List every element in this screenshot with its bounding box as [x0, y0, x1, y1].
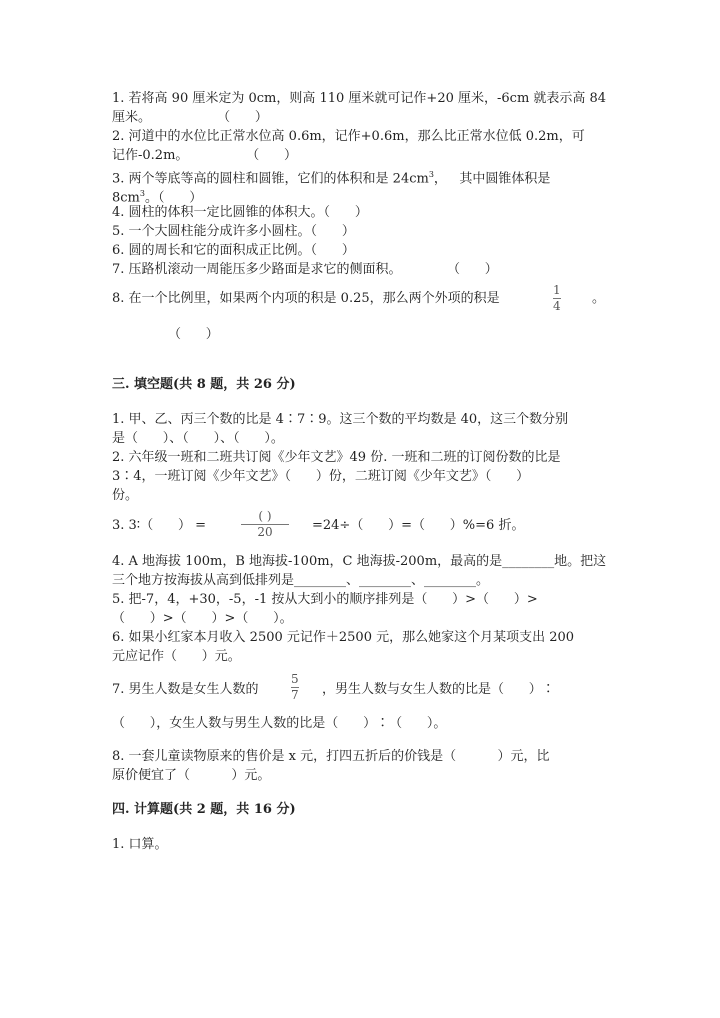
judge-q8-fraction: [553, 284, 561, 313]
fill-q7-line2: （ ），女生人数与男生人数的比是（ ）∶（ ）。: [112, 716, 447, 731]
fill-q6-line1: 6. 如果小红家本月收入 2500 元记作＋2500 元，那么她家这个月某项支出 200: [112, 630, 575, 645]
calc-q1: 1. 口算。: [112, 837, 168, 852]
section3-title: 三. 填空题(共 8 题，共 26 分): [112, 377, 296, 392]
judge-q6: 6. 圆的周长和它的面积成正比例。（ ）: [112, 243, 355, 258]
fraction-denominator: 20: [257, 525, 273, 539]
fill-q5-line1: 5. 把-7，4，+30，-5，-1 按从大到小的顺序排列是（ ）>（ ）>: [112, 592, 538, 607]
fraction-numerator: 5: [291, 672, 299, 686]
judge-q1-line1: 1. 若将高 90 厘米定为 0cm，则高 110 厘米就可记作+20 厘米，-6cm 就表示高 84: [112, 91, 607, 106]
fill-q3-fraction: [241, 510, 289, 539]
judge-q5: 5. 一个大圆柱能分成许多小圆柱。（ ）: [112, 224, 355, 239]
fraction-numerator: ( ): [258, 509, 272, 523]
judge-q8-line1: 8. 在一个比例里，如果两个内项的积是 0.25，那么两个外项的积是: [112, 291, 500, 306]
fill-q2-line2: 3∶4，一班订阅《少年文艺》（ ）份，二班订阅《少年文艺》（ ）: [112, 469, 530, 484]
fill-q3-text-b: =24÷（ ）=（ ）%=6 折。: [312, 518, 525, 533]
judge-q8-line2: （ ）: [168, 327, 219, 342]
judge-q4: 4. 圆柱的体积一定比圆锥的体积大。（ ）: [112, 205, 368, 220]
judge-q3-text-d: 。（ ）: [144, 190, 203, 206]
judge-q3-text-a: 3. 两个等底等高的圆柱和圆锥，它们的体积和是 24cm: [112, 171, 429, 187]
fill-q4-line1: 4. A 地海拔 100m，B 地海拔-100m，C 地海拔-200m，最高的是________地。把这: [112, 554, 607, 569]
fill-q2-line1: 2. 六年级一班和二班共订阅《少年文艺》49 份. 一班和二班的订阅份数的比是: [112, 450, 561, 465]
fill-q6-line2: 元应记作（ ）元。: [112, 649, 241, 664]
fill-q5-line2: （ ）>（ ）>（ ）。: [112, 611, 293, 626]
fill-q4-line2: 三个地方按海拔从高到低排列是________、________、________。: [112, 573, 490, 588]
fraction-numerator: 1: [553, 283, 561, 297]
judge-q8-tail: 。: [592, 291, 606, 306]
superscript-3: 3: [428, 170, 434, 179]
judge-q1-line2: 厘米。 （ ）: [112, 110, 268, 125]
fill-q1-line2: 是（ ）、（ ）、（ ）。: [112, 431, 284, 446]
judge-q2-line1: 2. 河道中的水位比正常水位高 0.6m，记作+0.6m，那么比正常水位低 0.2m，可: [112, 129, 585, 144]
fraction-denominator: 7: [291, 688, 299, 702]
fill-q8-line1: 8. 一套儿童读物原来的售价是 x 元，打四五折后的价钱是（ ）元，比: [112, 749, 550, 764]
fill-q7-text-a: 7. 男生人数是女生人数的: [112, 682, 259, 697]
fill-q7-text-b: ，男生人数与女生人数的比是（ ）∶: [322, 682, 555, 697]
superscript-3-b: 3: [139, 189, 145, 198]
fill-q2-line3: 份。: [112, 488, 139, 503]
fill-q1-line1: 1. 甲、乙、丙三个数的比是 4∶7∶9。这三个数的平均数是 40，这三个数分别: [112, 412, 569, 427]
fraction-denominator: 4: [553, 299, 561, 313]
fill-q8-line2: 原价便宜了（ ）元。: [112, 768, 271, 783]
judge-q3-text-b: ， 其中圆锥体积是: [433, 171, 551, 187]
judge-q2-line2: 记作-0.2m。 （ ）: [112, 148, 298, 163]
judge-q7: 7. 压路机滚动一周能压多少路面是求它的侧面积。 （ ）: [112, 262, 498, 277]
fill-q3-text-a: 3. 3∶（ ） =: [112, 518, 207, 533]
judge-q3-text-c: 8cm: [112, 190, 140, 206]
section4-title: 四. 计算题(共 2 题，共 16 分): [112, 802, 296, 817]
fill-q7-fraction: [291, 673, 299, 702]
